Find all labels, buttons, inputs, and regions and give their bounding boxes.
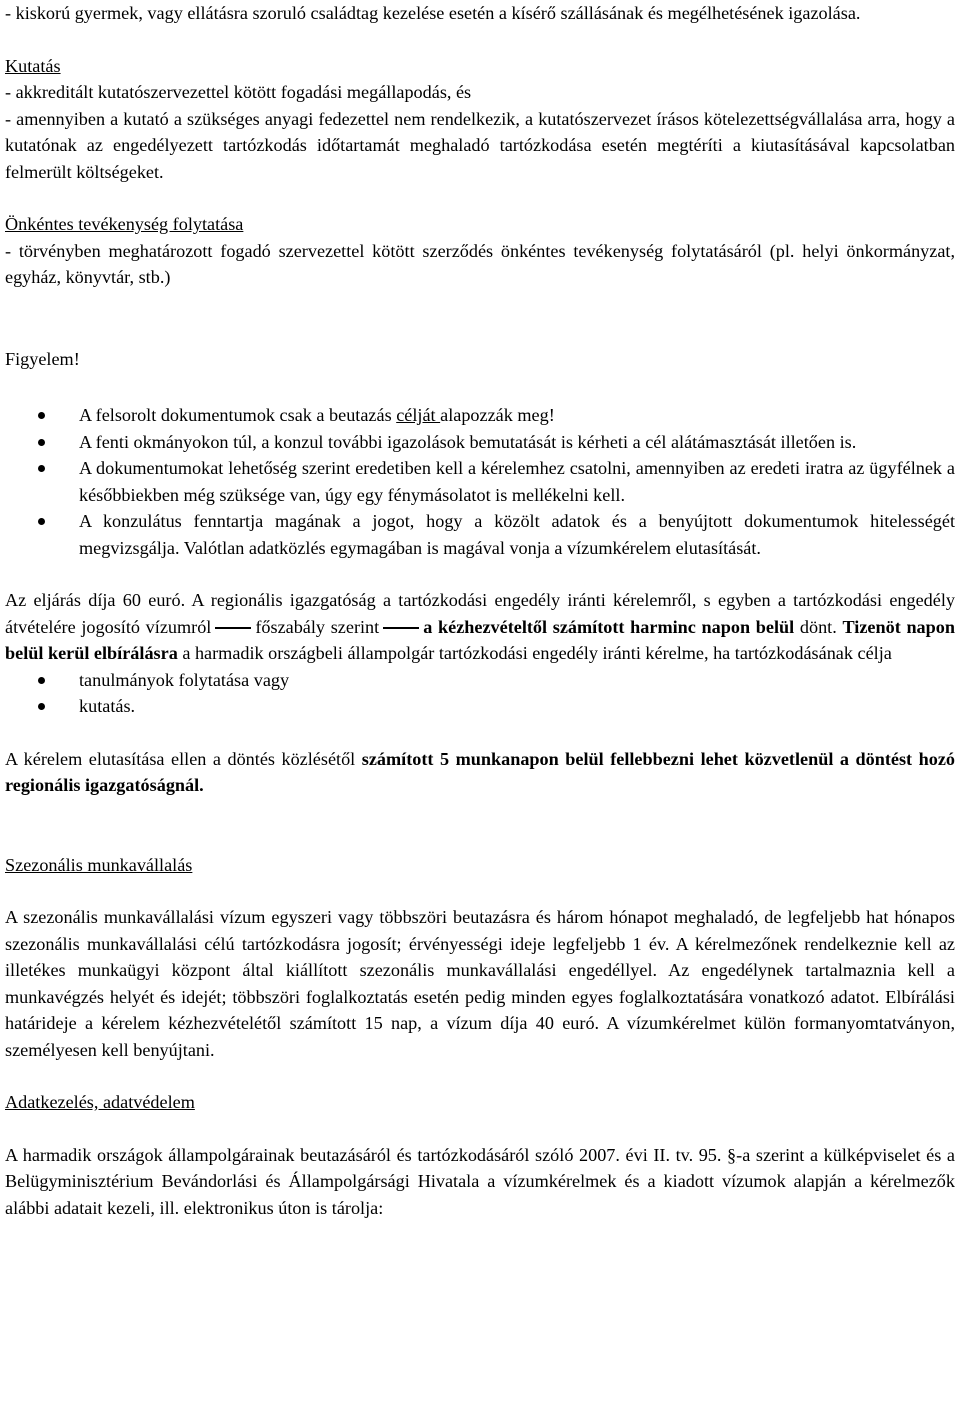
figyelem-list — [5, 402, 955, 561]
eljaras-bold: Tizenöt napon belül kerül elbírálásra — [5, 616, 955, 663]
kutatas-item-1: - akkreditált kutatószervezettel kötött fogadási megállapodás, és — [5, 82, 472, 102]
onkentes-item-1: - törvényben meghatározott fogadó szervezettel kötött szerződés önkéntes tevékenység folytatásáról (pl. helyi önkormányzat, egyház, könyvtár, stb.) — [5, 240, 955, 287]
eljaras-bold: a kézhezvételtől számított harminc napon belül — [423, 616, 795, 637]
fellebbezes-text: A kérelem elutasítása ellen a döntés közlésétől — [5, 748, 362, 769]
eljaras-text: a harmadik országbeli állampolgár tartózkodási engedély iránti kérelme, ha tartózkodásának célja — [177, 643, 892, 663]
bullet-icon — [38, 412, 45, 419]
list-item — [5, 455, 955, 508]
list-item-text: A fenti okmányokon túl, a konzul további igazolások bemutatását is kérheti a cél alátámasztását illetően is. — [79, 431, 857, 452]
adatkezeles-heading: Adatkezelés, adatvédelem — [5, 1092, 195, 1112]
figyelem-heading: Figyelem! — [5, 348, 80, 369]
bullet-icon — [38, 677, 45, 684]
list-item-text: A felsorolt dokumentumok csak a beutazás — [79, 405, 397, 425]
list-item — [5, 402, 955, 429]
szezonalis-paragraph: A szezonális munkavállalási vízum egyszeri vagy többszöri beutazásra és három hónapot meghaladó, de legfeljebb hat hónapos szezonális munkavállalási célú tartózkodásra jogosít; érvényességi ideje legfeljebb 1 év. A kérelmezőnek rendelkeznie kell az illetékes munkaügyi központ által kiállított szezonális munkavállalási engedéllyel. Az engedélynek tartalmaznia kell a munkavégzés helyét és idejét; többszöri foglalkoztatás esetén pedig minden egyes foglalkoztatására vonatkozó adatot. Elbírálási határideje a kérelem kézhezvételétől számított 15 nap, a vízum díja 40 euró. A vízumkérelmet külön formanyomtatványon, személyesen kell benyújtani. — [5, 907, 955, 1060]
eljaras-text: dönt. — [794, 616, 843, 637]
intro-paragraph: - kiskorú gyermek, vagy ellátásra szoruló családtag kezelése esetén a kísérő szállásának és megélhetésének igazolása. — [5, 3, 861, 23]
bullet-icon — [38, 518, 45, 525]
bullet-icon — [38, 703, 45, 710]
onkentes-heading: Önkéntes tevékenység folytatása — [5, 214, 244, 234]
list-item-text: A dokumentumokat lehetőség szerint eredetiben kell a kérelemhez csatolni, amennyiben az eredeti iratra az ügyfélnek a későbbiekben még szüksége van, úgy egy fénymásolatot is mellékelni kell. — [79, 458, 955, 505]
eljaras-text: főszabály szerint — [255, 616, 380, 637]
list-item — [5, 429, 955, 456]
adatkezeles-text: -a szerint a külképviselet és a Belügyminisztérium Bevándorlási és Állampolgársági Hivatala a vízumkérelmek és a kiadott vízumok alapján a kérelmezők alábbi adatait kezeli, ill. elektronikus úton is tárolja: — [5, 1144, 955, 1218]
eljaras-text: Az eljárás díja 60 euró. A regionális igazgatóság a tartózkodási engedély iránti kérelemről, s egyben a tartózkodási engedély átvételére jogosító vízumról — [5, 590, 955, 637]
adatkezeles-text: A harmadik országok állampolgárainak beutazásáról és tartózkodásáról szóló 2007. évi II. tv. 95. — [5, 1144, 728, 1165]
list-item-text: kutatás. — [79, 696, 136, 716]
bullet-icon — [38, 439, 45, 446]
kutatas-item-2: - amennyiben a kutató a szükséges anyagi fedezettel nem rendelkezik, a kutatószervezet írásos kötelezettségvállalása arra, hogy a kutatónak az engedélyezett tartózkodás időtartamát meghaladó tartózkodása esetén megtéríti a kiutasításával kapcsolatban felmerült költségeket. — [5, 108, 955, 182]
fellebbezes-bold: számított 5 munkanapon belül fellebbezni lehet közvetlenül a döntést hozó regionális igazgatóságnál. — [5, 748, 956, 795]
paragraph-sign: § — [727, 1144, 737, 1165]
list-item — [5, 508, 955, 561]
list-item-text: alapozzák meg! — [440, 405, 555, 425]
em-dash — [383, 627, 419, 629]
fellebbezes-paragraph — [5, 746, 955, 799]
adatkezeles-paragraph — [5, 1142, 955, 1222]
list-item — [5, 667, 955, 694]
eljaras-list — [5, 667, 955, 720]
eljaras-paragraph — [5, 587, 955, 667]
bullet-icon — [38, 465, 45, 472]
list-item-underlined: célját — [396, 405, 441, 425]
kutatas-heading: Kutatás — [5, 55, 61, 76]
list-item-text: tanulmányok folytatása vagy — [79, 669, 290, 690]
szezonalis-heading: Szezonális munkavállalás — [5, 854, 193, 875]
list-item — [5, 693, 955, 720]
list-item-text: A konzulátus fenntartja magának a jogot, hogy a közölt adatok és a benyújtott dokumentumok hitelességét megvizsgálja. Valótlan adatközlés egymagában is magával vonja a vízumkérelem elutasítását. — [79, 511, 955, 558]
em-dash — [215, 627, 251, 629]
